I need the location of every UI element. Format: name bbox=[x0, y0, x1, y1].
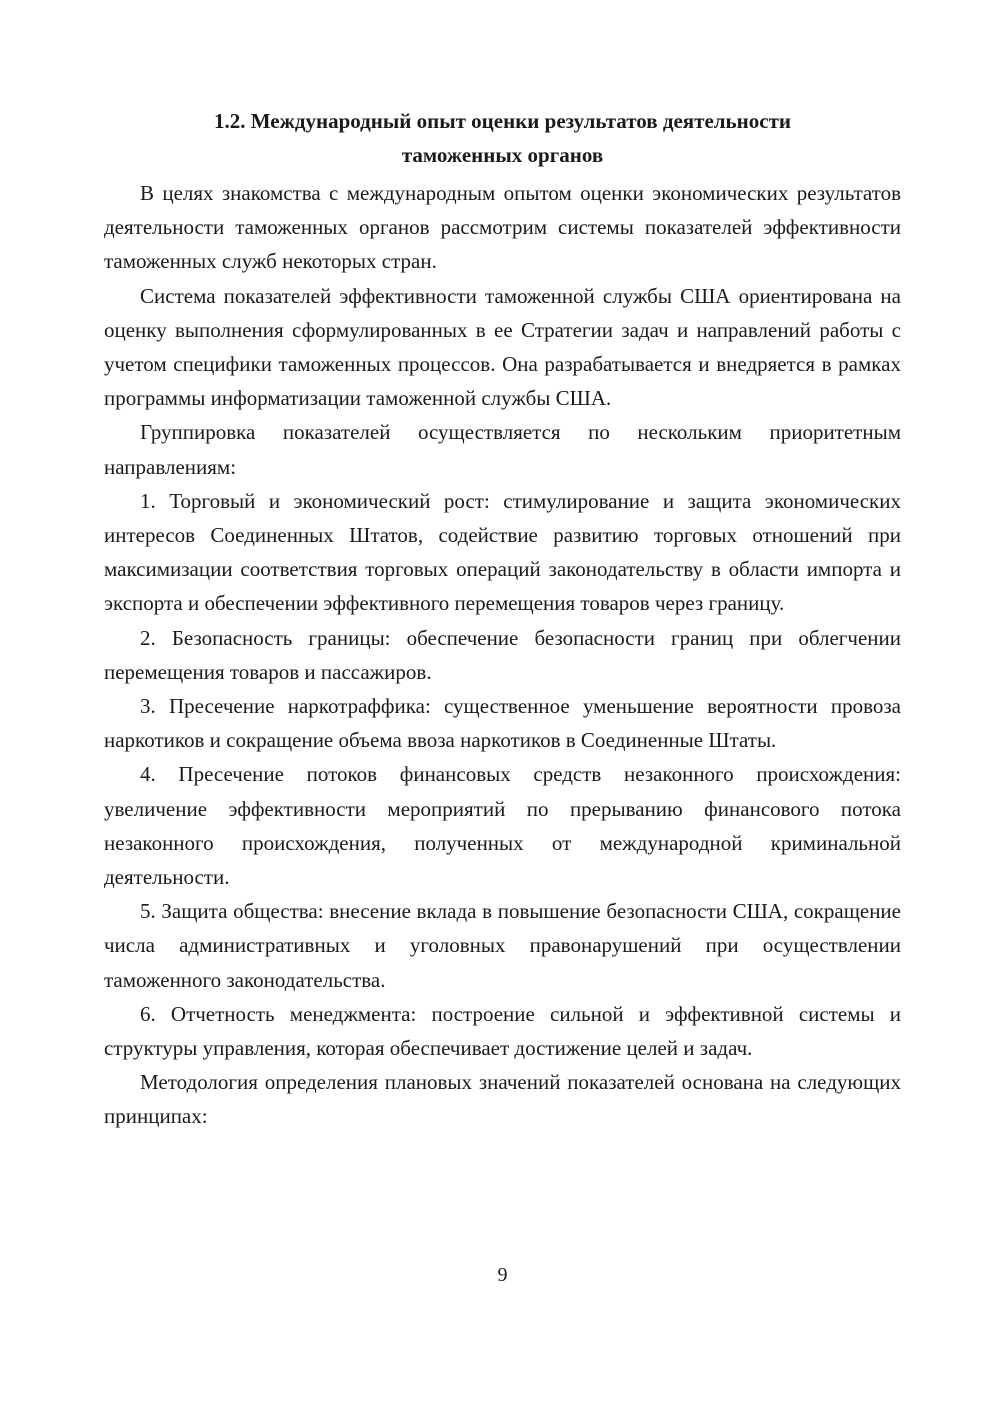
section-heading-line-2: таможенных органов bbox=[401, 143, 604, 167]
list-item-illegal-finance: 4. Пресечение потоков финансовых средств незаконного происхождения: увеличение эффективности мероприятий по прерыванию финансового потока незаконного происхождения, полученных от международной криминальной деятельности. bbox=[104, 762, 901, 890]
paragraph-intro: В целях знакомства с международным опытом оценки экономических результатов деятельности таможенных органов рассмотрим системы показателей эффективности таможенных служб некоторых стран. bbox=[104, 181, 901, 274]
list-item-drug-trafficking: 3. Пресечение наркотраффика: существенное уменьшение вероятности провоза наркотиков и сокращение объема ввоза наркотиков в Соединенные Штаты. bbox=[104, 694, 901, 753]
page-number: 9 bbox=[497, 1264, 508, 1286]
list-item-border-security: 2. Безопасность границы: обеспечение безопасности границ при облегчении перемещения товаров и пассажиров. bbox=[104, 625, 901, 684]
section-heading bbox=[104, 104, 901, 172]
list-item-management-accountability: 6. Отчетность менеджмента: построение сильной и эффективной системы и структуры управления, которая обеспечивает достижение целей и задач. bbox=[104, 1001, 901, 1061]
paragraph-us-system: Система показателей эффективности таможенной службы США ориентирована на оценку выполнения сформулированных в ее Стратегии задач и направлений работы с учетом специфики таможенных процессов. Она разрабатывается и внедряется в рамках программы информатизации таможенной службы США. bbox=[104, 283, 901, 411]
list-item-public-protection: 5. Защита общества: внесение вклада в повышение безопасности США, сокращение числа административных и уголовных правонарушений при осуществлении таможенного законодательства. bbox=[104, 899, 901, 992]
paragraph-grouping: Группировка показателей осуществляется по нескольким приоритетным направлениям: bbox=[104, 420, 901, 479]
paragraph-methodology: Методология определения плановых значений показателей основана на следующих принципах: bbox=[104, 1070, 901, 1129]
list-item-trade-growth: 1. Торговый и экономический рост: стимулирование и защита экономических интересов Соединенных Штатов, содействие развитию торговых отношений при максимизации соответствия торговых операций законодательству в области импорта и экспорта и обеспечении эффективного перемещения товаров через границу. bbox=[104, 488, 901, 616]
section-heading-line-1: 1.2. Международный опыт оценки результатов деятельности bbox=[214, 109, 791, 133]
document-page bbox=[104, 104, 901, 1134]
